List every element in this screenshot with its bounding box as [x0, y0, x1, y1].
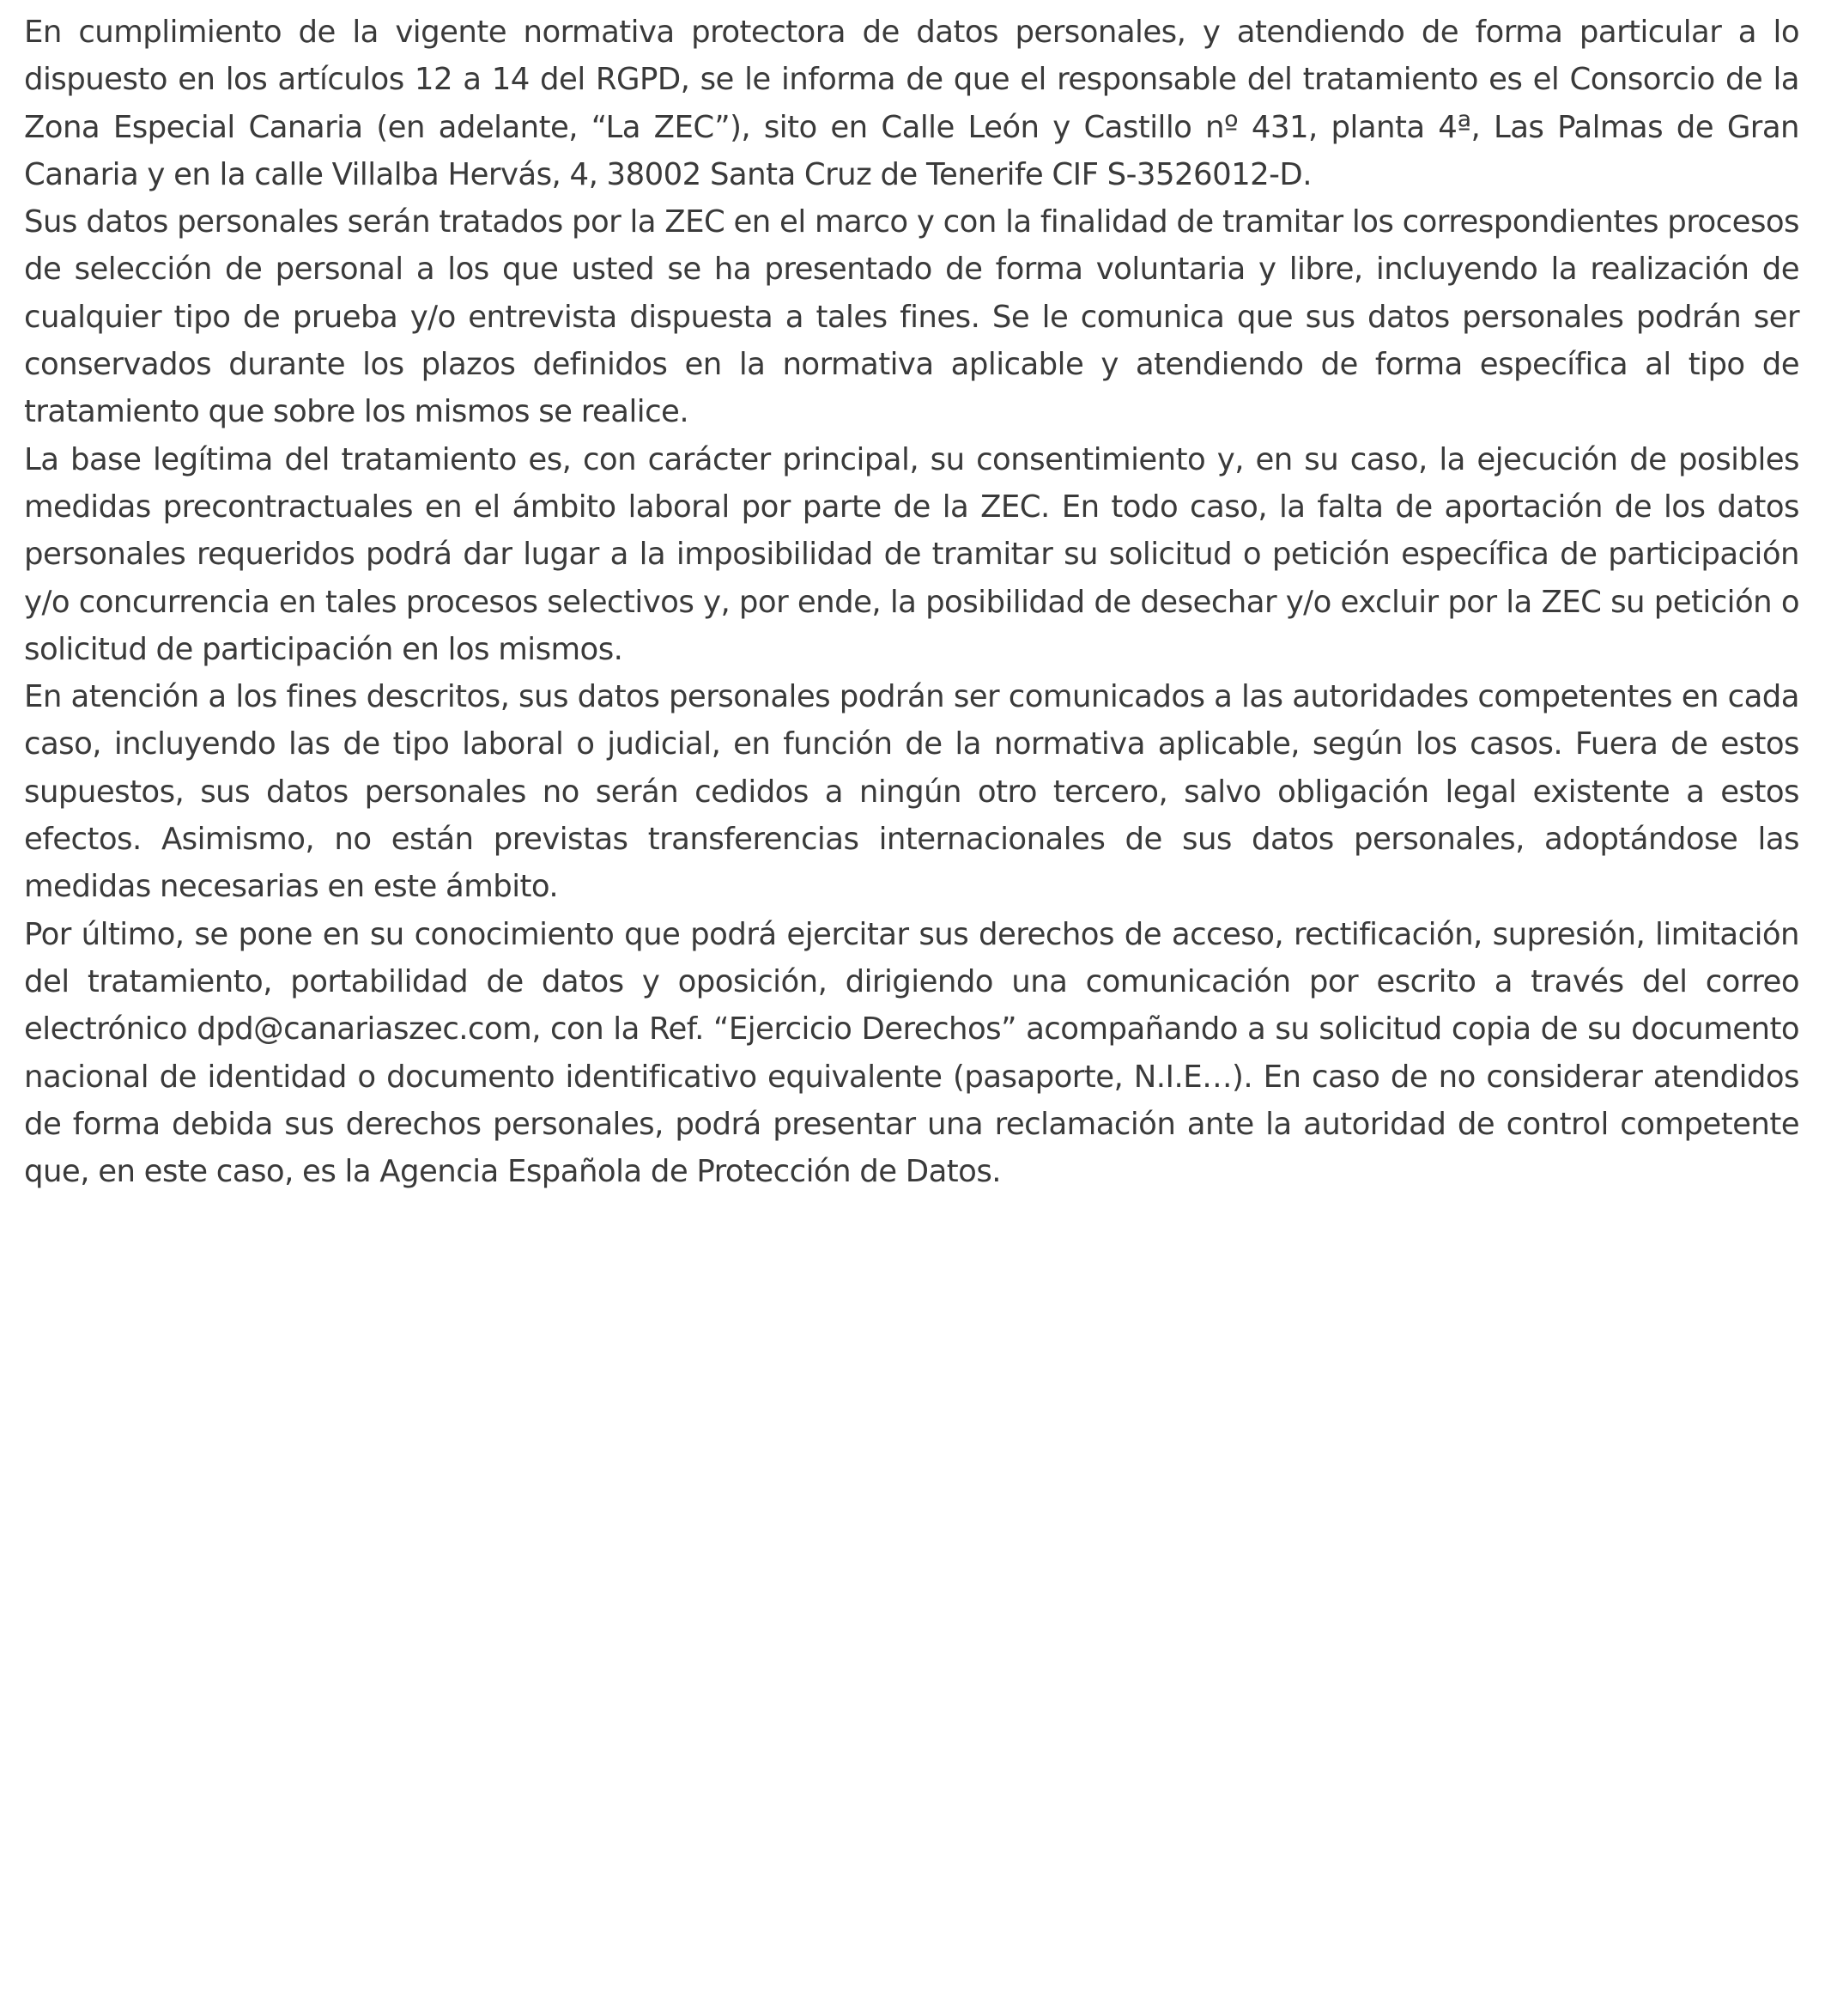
privacy-notice-document: [24, 9, 1799, 1195]
paragraph-purpose-and-retention: Sus datos personales serán tratados por la ZEC en el marco y con la finalidad de tramitar los correspondientes procesos de selección de personal a los que usted se ha presentado de forma voluntaria y libre, incluyendo la realización de cualquier tipo de prueba y/o entrevista dispuesta a tales fines. Se le comunica que sus datos personales podrán ser conservados durante los plazos definidos en la normativa aplicable y atendiendo de forma específica al tipo de tratamiento que sobre los mismos se realice.: [24, 204, 1799, 430]
paragraph-data-controller: En cumplimiento de la vigente normativa protectora de datos personales, y atendiendo de forma particular a lo dispuesto en los artículos 12 a 14 del RGPD, se le informa de que el responsable del tratamiento es el Consorcio de la Zona Especial Canaria (en adelante, “La ZEC”), sito en Calle León y Castillo nº 431, planta 4ª, Las Palmas de Gran Canaria y en la calle Villalba Hervás, 4, 38002 Santa Cruz de Tenerife CIF S-3526012-D.: [24, 15, 1799, 192]
paragraph-data-recipients: En atención a los fines descritos, sus datos personales podrán ser comunicados a las autoridades competentes en cada caso, incluyendo las de tipo laboral o judicial, en función de la normativa aplicable, según los casos. Fuera de estos supuestos, sus datos personales no serán cedidos a ningún otro tercero, salvo obligación legal existente a estos efectos. Asimismo, no están previstas transferencias internacionales de sus datos personales, adoptándose las medidas necesarias en este ámbito.: [24, 679, 1799, 905]
paragraph-legal-basis: La base legítima del tratamiento es, con carácter principal, su consentimiento y, en su caso, la ejecución de posibles medidas precontractuales en el ámbito laboral por parte de la ZEC. En todo caso, la falta de aportación de los datos personales requeridos podrá dar lugar a la imposibilidad de tramitar su solicitud o petición específica de participación y/o concurrencia en tales procesos selectivos y, por ende, la posibilidad de desechar y/o excluir por la ZEC su petición o solicitud de participación en los mismos.: [24, 441, 1799, 667]
paragraph-data-subject-rights: Por último, se pone en su conocimiento que podrá ejercitar sus derechos de acceso, rectificación, supresión, limitación del tratamiento, portabilidad de datos y oposición, dirigiendo una comunicación por escrito a través del correo electrónico dpd@canariaszec.com, con la Ref. “Ejercicio Derechos” acompañando a su solicitud copia de su documento nacional de identidad o documento identificativo equivalente (pasaporte, N.I.E…). En caso de no considerar atendidos de forma debida sus derechos personales, podrá presentar una reclamación ante la autoridad de control competente que, en este caso, es la Agencia Española de Protección de Datos.: [24, 916, 1799, 1190]
